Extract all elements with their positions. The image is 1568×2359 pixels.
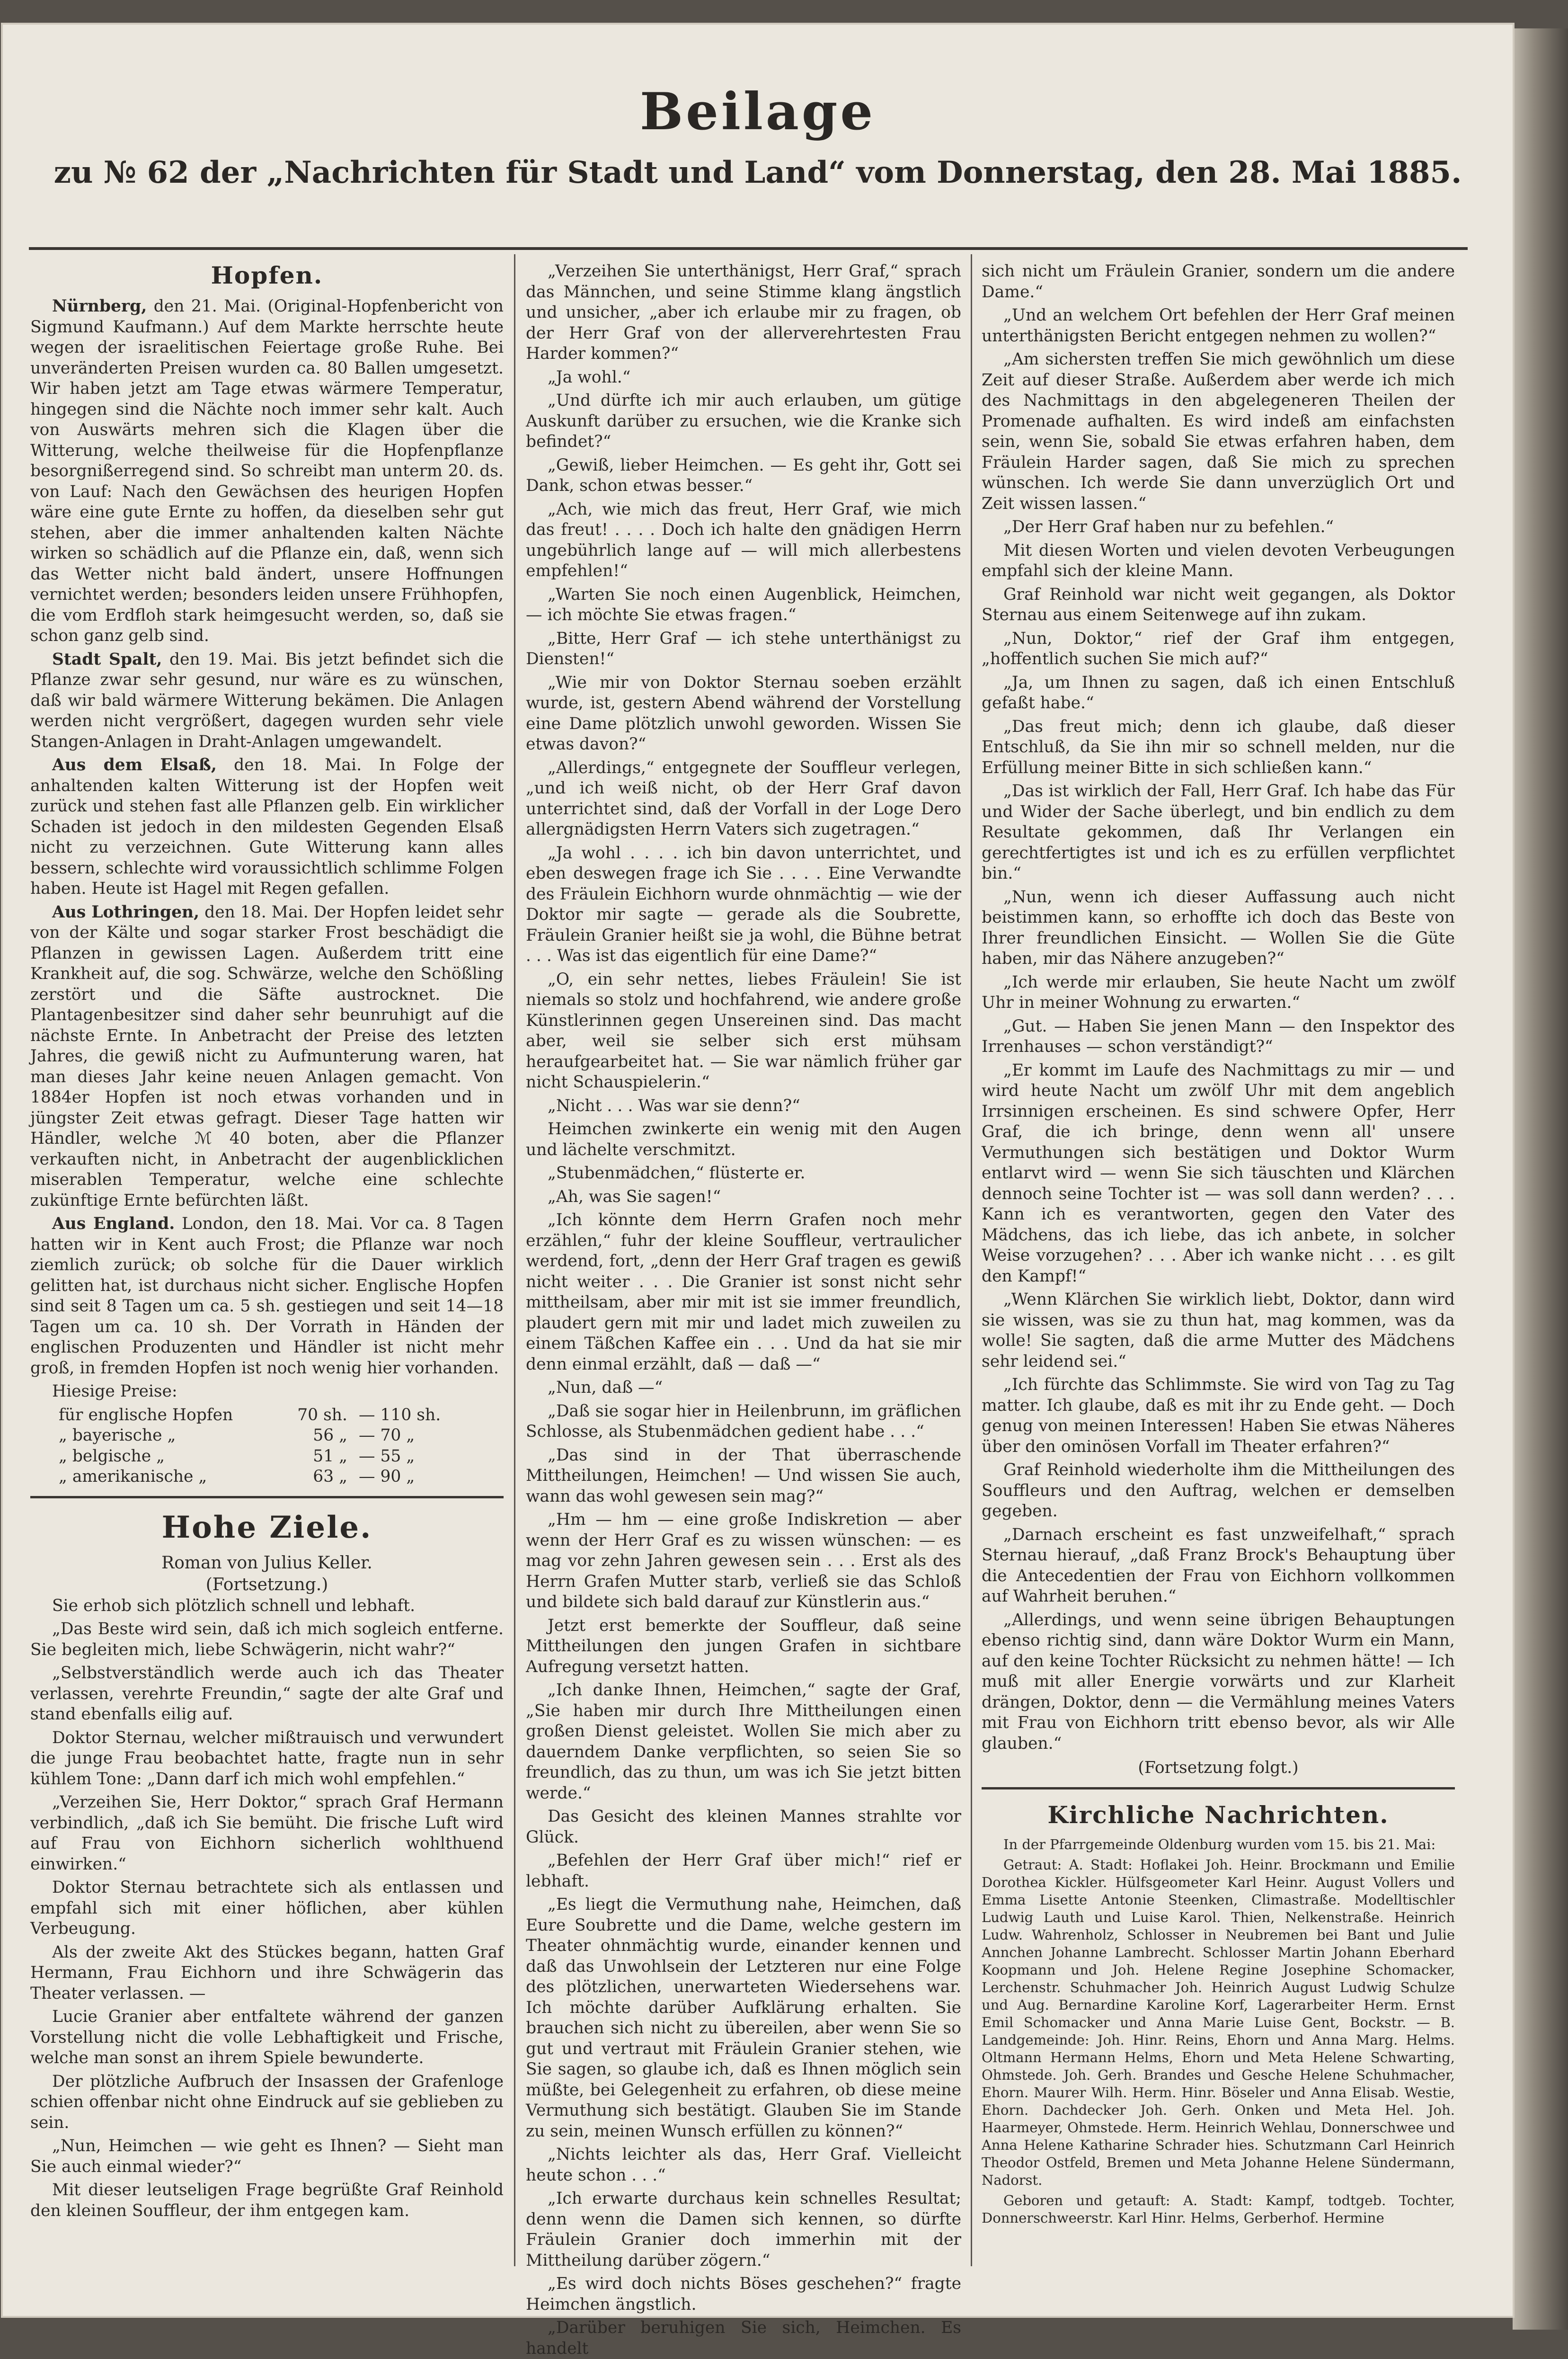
- roman-paragraph: „Der Herr Graf haben nur zu befehlen.“: [1003, 517, 1334, 536]
- roman-paragraph: „Darüber beruhigen Sie sich, Heimchen. Es handelt: [526, 2318, 961, 2358]
- roman-paragraph: „Ja, um Ihnen zu sagen, daß ich einen Entschluß gefaßt habe.“: [982, 673, 1455, 712]
- roman-paragraph: Sie erhob sich plötzlich schnell und lebhaft.: [52, 1596, 416, 1615]
- column-divider-1: [514, 254, 515, 2266]
- price-row: „ amerikanische „ 63 „ — 90 „: [59, 1467, 415, 1486]
- prices-title: Hiesige Preise:: [52, 1382, 177, 1401]
- roman-paragraph: „Verzeihen Sie unterthänigst, Herr Graf,“ sprach das Männchen, und seine Stimme klang ängstlich und unsicher, „aber ich erlaube mir zu fragen, ob der Herr Graf von der allerverehrtesten Frau Harder kommen?“: [526, 262, 961, 363]
- roman-paragraph: Mit diesen Worten und vielen devoten Verbeugungen empfahl sich der kleine Mann.: [982, 541, 1455, 580]
- hopfen-heading: Hopfen.: [211, 261, 323, 289]
- roman-paragraph: Graf Reinhold wiederholte ihm die Mittheilungen des Souffleurs und den Auftrag, welchen er demselben gegeben.: [982, 1460, 1455, 1521]
- price-row: „ belgische „ 51 „ — 55 „: [59, 1446, 415, 1466]
- roman-paragraph: Doktor Sternau, welcher mißtrauisch und verwundert die junge Frau beobachtet hatte, fragte nun in sehr kühlem Tone: „Dann darf ich mich wohl empfehlen.“: [30, 1728, 504, 1789]
- hopfen-paragraph: Aus Lothringen, den 18. Mai. Der Hopfen leidet sehr von der Kälte und sogar starker Frost beschädigt die Pflanzen in gewissen Lagen. Außerdem tritt eine Krankheit auf, die sog. Schwärze, welche den Schößling zerstört und die Säfte austrocknet. Die Plantagenbesitzer sind daher sehr beunruhigt auf die nächste Ernte. In Anbetracht der Preise des letzten Jahres, die gewiß nicht zu Aufmunterung waren, hat man dieses Jahr keine neuen Anlagen gemacht. Von 1884er Hopfen ist noch etwas vorhanden und in jüngster Zeit etwas gefragt. Dieser Tage hatten wir Händler, welche ℳ 40 boten, aber die Pflanzer verkauften nicht, in Anbetracht der augenblicklichen miserablen Temperatur, welche eine schlechte zukünftige Ernte befürchten läßt.: [30, 902, 504, 1210]
- kirchlich-intro: In der Pfarrgemeinde Oldenburg wurden vom 15. bis 21. Mai:: [1003, 1836, 1436, 1852]
- roman-paragraph: „Bitte, Herr Graf — ich stehe unterthänigst zu Diensten!“: [526, 629, 961, 668]
- newspaper-page: [3, 25, 1513, 2358]
- hopfen-paragraph: Nürnberg, den 21. Mai. (Original-Hopfenbericht von Sigmund Kaufmann.) Auf dem Markte herrschte heute wegen der israelitischen Feiertage große Ruhe. Bei unveränderten Preisen wurden ca. 80 Ballen umgesetzt. Wir haben jetzt am Tage etwas wärmere Temperatur, hingegen sind die Nächte noch immer sehr kalt. Auch von Auswärts mehren sich die Klagen über die Witterung, welche theilweise für die Hopfenpflanze besorgnißerregend sind. So schreibt man unterm 20. ds. von Lauf: Nach den Gewächsen des heurigen Hopfen wäre eine gute Ernte zu hoffen, da dieselben sehr gut stehen, aber die immer anhaltenden kalten Nächte wirken so schädlich auf die Pflanze ein, daß, wenn sich das Wetter nicht bald ändert, unsere Hoffnungen vernichtet werden; besonders leiden unsere Frühhopfen, die vom Erdfloh stark heimgesucht werden, so, daß sie schon ganz gelb sind.: [30, 297, 504, 645]
- roman-paragraph: „Ja wohl . . . . ich bin davon unterrichtet, und eben deswegen frage ich Sie . . . . Eine Verwandte des Fräulein Eichhorn wurde ohnmächtig — wie der Doktor mir sagte — gerade als die Soubrette, Fräulein Granier heißt sie ja wohl, die Bühne betrat . . . Was ist das eigentlich für eine Dame?“: [526, 843, 961, 965]
- page-edge: [1513, 28, 1568, 2330]
- roman-paragraph: „Befehlen der Herr Graf über mich!“ rief er lebhaft.: [526, 1851, 961, 1891]
- roman-paragraph: „Nicht . . . Was war sie denn?“: [548, 1096, 800, 1115]
- roman-paragraph: „Das sind in der That überraschende Mittheilungen, Heimchen! — Und wissen Sie auch, wann das wohl gewesen sein mag?“: [526, 1445, 961, 1506]
- masthead-subline: zu № 62 der „Nachrichten für Stadt und Land“ vom Donnerstag, den 28. Mai 1885.: [53, 155, 1462, 190]
- roman-paragraph: „Ich danke Ihnen, Heimchen,“ sagte der Graf, „Sie haben mir durch Ihre Mittheilungen einen großen Dienst geleistet. Wollen Sie mich aber zu dauerndem Danke verpflichten, so seien Sie so freundlich, das zu thun, um was ich Sie jetzt bitten werde.“: [526, 1681, 961, 1803]
- masthead-title: Beilage: [639, 82, 876, 142]
- roman-paragraph: „Allerdings, und wenn seine übrigen Behauptungen ebenso richtig sind, dann wäre Doktor Wurm ein Mann, auf den keine Tochter Rücksicht zu nehmen hätte! — Ich muß mit aller Energie vorwärts und zur Klarheit drängen, Doktor, denn — die Vermählung meines Vaters mit Frau von Eichhorn tritt ebenso bevor, als wir Alle glauben.“: [982, 1610, 1455, 1753]
- roman-paragraph: „Gut. — Haben Sie jenen Mann — den Inspektor des Irrenhauses — schon verständigt?“: [982, 1016, 1455, 1056]
- kirchlich-getraut: Getraut: A. Stadt: Hoflakei Joh. Heinr. Brockmann und Emilie Dorothea Kickler. Hülfsgeometer Karl Heinr. August Vollers und Emma Lisette Antonie Steenken, Climastraße. Modelltischler Ludwig Lauth und Luise Karol. Thien, Nelkenstraße. Heinrich Ludw. Wahrenholz, Schlosser in Neubremen bei Bant und Julie Annchen Johanne Lambrecht. Schlosser Martin Johann Eberhard Koopmann und Joh. Helene Regine Josephine Schomacker, Lerchenstr. Schuhmacher Joh. Heinrich August Ludwig Schulze und Aug. Bernardine Karoline Korf, Lagerarbeiter Herm. Ernst Emil Schomacker und Anna Marie Luise Gent, Bockstr. — B. Landgemeinde: Joh. Hinr. Reins, Ehorn und Anna Marg. Helms. Oltmann Hermann Helms, Ehorn und Meta Helene Schwarting, Ohmstede. Joh. Gerh. Brandes und Gesche Helene Schuhmacher, Ehorn. Maurer Wilh. Herm. Hinr. Böseler und Anna Elisab. Westie, Ehorn. Dachdecker Joh. Gerh. Onken und Meta Hel. Joh. Haarmeyer, Ohmstede. Herm. Heinrich Wehlau, Donnerschwee und Anna Helene Katharine Schrader hies. Schutzmann Carl Heinrich Theodor Ostfeld, Bremen und Meta Johanne Helene Sündermann, Nadorst.: [982, 1856, 1455, 2188]
- roman-paragraph: „O, ein sehr nettes, liebes Fräulein! Sie ist niemals so stolz und hochfahrend, wie andere große Künstlerinnen gegen Unsereinen sind. Das macht aber, weil sie selber sich erst mühsam heraufgearbeitet hat. — Sie war nämlich früher gar nicht Schauspielerin.“: [526, 970, 961, 1092]
- roman-title: Hohe Ziele.: [161, 1509, 372, 1545]
- section-rule: [982, 1787, 1455, 1789]
- roman-paragraph: „Nun, wenn ich dieser Auffassung auch nicht beistimmen kann, so erhoffte ich doch das Beste von Ihrer freundlichen Einsicht. — Wollen Sie die Güte haben, mir das Nähere anzugeben?“: [982, 887, 1455, 968]
- roman-paragraph: „Allerdings,“ entgegnete der Souffleur verlegen, „und ich weiß nicht, ob der Herr Graf davon unterrichtet sind, daß der Vorfall in der Loge Dero allergnädigsten Herrn Vaters sich zugetragen.“: [526, 758, 961, 839]
- column-2: [526, 261, 961, 2358]
- roman-paragraph: „Ja wohl.“: [548, 367, 631, 387]
- column-1: [30, 261, 504, 2292]
- roman-paragraph: „Wie mir von Doktor Sternau soeben erzählt wurde, ist, gestern Abend während der Vorstellung eine Dame plötzlich unwohl geworden. Wissen Sie etwas davon?“: [526, 673, 961, 754]
- roman-paragraph: „Er kommt im Laufe des Nachmittags zu mir — und wird heute Nacht um zwölf Uhr mit dem angeblich Irrsinnigen erscheinen. Es sind schwere Opfer, Herr Graf, die ich bringe, denn wenn all' unsere Vermuthungen sich bestätigen und Doktor Wurm entlarvt wird — wenn Sie sich täuschten und Klärchen dennoch seine Tochter ist — was soll dann werden? . . . Kann ich es verantworten, gegen den Vater des Mädchens, das ich liebe, das ich anbete, in solcher Weise vorzugehen? . . . Aber ich wanke nicht . . . es gilt den Kampf!“: [982, 1060, 1455, 1286]
- roman-text-col3: [982, 261, 1455, 1754]
- roman-paragraph: „Nun, Heimchen — wie geht es Ihnen? — Sieht man Sie auch einmal wieder?“: [30, 2136, 504, 2176]
- roman-paragraph: „Ich werde mir erlauben, Sie heute Nacht um zwölf Uhr in meiner Wohnung zu erwarten.“: [982, 972, 1455, 1012]
- roman-paragraph: „Ich könnte dem Herrn Grafen noch mehr erzählen,“ fuhr der kleine Souffleur, vertraulicher werdend, fort, „denn der Herr Graf tragen es gewiß nicht weiter . . . Die Granier ist sonst nicht sehr mittheilsam, aber mir mit ist sie immer freundlich, plaudert gern mit mir und ladet mich zuweilen zu einem Täßchen Kaffee ein . . . Und da hat sie mir denn einmal erzählt, daß — daß —“: [526, 1211, 961, 1374]
- roman-paragraph: „Daß sie sogar hier in Heilenbrunn, im gräflichen Schlosse, als Stubenmädchen gedient habe . . .“: [526, 1401, 961, 1441]
- roman-paragraph: „Gewiß, lieber Heimchen. — Es geht ihr, Gott sei Dank, schon etwas besser.“: [526, 455, 961, 495]
- roman-paragraph: „Darnach erscheint es fast unzweifelhaft,“ sprach Sternau hierauf, „daß Franz Brock's Behauptung über die Antecedentien der Frau von Eichhorn vollkommen auf Wahrheit beruhen.“: [982, 1525, 1455, 1606]
- masthead: [3, 82, 1513, 190]
- roman-paragraph: „Das ist wirklich der Fall, Herr Graf. Ich habe das Für und Wider der Sache überlegt, und bin endlich zu dem Resultate gekommen, daß Ihr Verlangen ein gerechtfertigtes ist und ich es zu erfüllen verpflichtet bin.“: [982, 782, 1455, 883]
- roman-paragraph: „Und dürfte ich mir auch erlauben, um gütige Auskunft darüber zu ersuchen, wie die Kranke sich befindet?“: [526, 391, 961, 451]
- kirchlich-heading: Kirchliche Nachrichten.: [1047, 1800, 1389, 1829]
- roman-paragraph: „Nun, Doktor,“ rief der Graf ihm entgegen, „hoffentlich suchen Sie mich auf?“: [982, 629, 1455, 668]
- roman-paragraph: „Hm — hm — eine große Indiskretion — aber wenn der Herr Graf es zu wissen wünschen: — es mag vor zehn Jahren gewesen sein . . . Erst als des Herrn Grafen Mutter starb, verließ sie das Schloß und bildete sich bald darauf zur Künstlerin aus.“: [526, 1510, 961, 1611]
- roman-paragraph: Graf Reinhold war nicht weit gegangen, als Doktor Sternau aus einem Seitenwege auf ihn zukam.: [982, 585, 1455, 624]
- hopfen-paragraph: Aus England. London, den 18. Mai. Vor ca. 8 Tagen hatten wir in Kent auch Frost; die Pflanze war noch ziemlich zurück; ob solche für die Dauer wirklich gelitten hat, ist durchaus nicht sicher. Englische Hopfen sind seit 8 Tagen um ca. 5 sh. gestiegen und seit 14—18 Tagen um ca. 10 sh. Der Vorrath in Händen der englischen Produzenten und Händler ist nicht mehr groß, in fremden Hopfen ist noch wenig hier vorhanden.: [30, 1214, 504, 1378]
- column-3: [982, 261, 1455, 2292]
- masthead-rule: [29, 247, 1468, 250]
- roman-paragraph: „Verzeihen Sie, Herr Doktor,“ sprach Graf Hermann verbindlich, „daß ich Sie bemüht. Die frische Luft wird auf Frau von Eichhorn sicherlich wohlthuend einwirken.“: [30, 1793, 504, 1874]
- roman-paragraph: Jetzt erst bemerkte der Souffleur, daß seine Mittheilungen den jungen Grafen in sichtbare Aufregung versetzt hatten.: [526, 1616, 961, 1676]
- roman-paragraph: „Stubenmädchen,“ flüsterte er.: [548, 1164, 806, 1183]
- roman-paragraph: sich nicht um Fräulein Granier, sondern um die andere Dame.“: [982, 262, 1455, 302]
- price-row: „ bayerische „ 56 „ — 70 „: [59, 1426, 415, 1445]
- roman-paragraph: Der plötzliche Aufbruch der Insassen der Grafenloge schien offenbar nicht ohne Eindruck auf sie geblieben zu sein.: [30, 2072, 504, 2132]
- roman-paragraph: „Das freut mich; denn ich glaube, daß dieser Entschluß, da Sie ihn mir so schnell melden, nur die Erfüllung meiner Bitte in sich schließen kann.“: [982, 717, 1455, 777]
- roman-byline: Roman von Julius Keller.: [161, 1553, 372, 1573]
- roman-paragraph: „Ah, was Sie sagen!“: [548, 1187, 721, 1206]
- price-table: [30, 1405, 504, 1487]
- hopfen-paragraph: Aus dem Elsaß, den 18. Mai. In Folge der anhaltenden kalten Witterung ist der Hopfen weit zurück und stehen fast alle Pflanzen gelb. Ein wirklicher Schaden ist jedoch in den mildesten Gegenden Elsaß nicht zu verzeichnen. Gute Witterung kann alles bessern, schlechte wird voraussichtlich schlimme Folgen haben. Heute ist Hagel mit Regen gefallen.: [30, 756, 504, 898]
- roman-paragraph: „Das Beste wird sein, daß ich mich sogleich entferne. Sie begleiten mich, liebe Schwägerin, nicht wahr?“: [30, 1620, 504, 1659]
- roman-paragraph: „Am sichersten treffen Sie mich gewöhnlich um diese Zeit auf dieser Straße. Außerdem aber werde ich mich des Nachmittags in den abgelegeneren Theilen der Promenade aufhalten. Es wird indeß am einfachsten sein, wenn Sie, sobald Sie etwas erfahren haben, dem Fräulein Harder sagen, daß Sie mich zu sprechen wünschen. Ich werde Sie dann unverzüglich Ort und Zeit wissen lassen.“: [982, 350, 1455, 513]
- hopfen-paragraph: Stadt Spalt, den 19. Mai. Bis jetzt befindet sich die Pflanze zwar sehr gesund, nur wäre es zu wünschen, daß wir bald wärmere Witterung bekämen. Die Anlagen werden nicht vergrößert, dagegen wurden sehr viele Stangen-Anlagen in Draht-Anlagen umgewandelt.: [30, 650, 504, 751]
- roman-text-col2: [526, 261, 961, 2359]
- roman-paragraph: Mit dieser leutseligen Frage begrüßte Graf Reinhold den kleinen Souffleur, der ihm entgegen kam.: [30, 2181, 504, 2220]
- roman-note: (Fortsetzung.): [205, 1575, 328, 1594]
- price-row: für englische Hopfen 70 sh. — 110 sh.: [59, 1405, 441, 1424]
- roman-paragraph: „Warten Sie noch einen Augenblick, Heimchen, — ich möchte Sie etwas fragen.“: [526, 585, 961, 624]
- roman-paragraph: Heimchen zwinkerte ein wenig mit den Augen und lächelte verschmitzt.: [526, 1120, 961, 1159]
- roman-paragraph: Lucie Granier aber entfaltete während der ganzen Vorstellung nicht die volle Lebhaftigkeit und Frische, welche man sonst an ihrem Spiele bewunderte.: [30, 2007, 504, 2067]
- roman-paragraph: „Ich erwarte durchaus kein schnelles Resultat; denn wenn die Damen sich kennen, so dürfte Fräulein Granier doch immerhin mit der Mittheilung darüber zögern.“: [526, 2189, 961, 2270]
- kirchlich-body: [982, 1836, 1455, 2227]
- roman-text-col1: [30, 1596, 504, 2222]
- roman-paragraph: Das Gesicht des kleinen Mannes strahlte vor Glück.: [526, 1807, 961, 1847]
- roman-paragraph: Als der zweite Akt des Stückes begann, hatten Graf Hermann, Frau Eichhorn und ihre Schwägerin das Theater verlassen. —: [30, 1942, 504, 2003]
- roman-paragraph: „Es liegt die Vermuthung nahe, Heimchen, daß Eure Soubrette und die Dame, welche gestern im Theater ohnmächtig wurde, einander kennen und daß das Unwohlsein der Letzteren nur eine Folge des plötzlichen, unerwarteten Wiedersehens war. Ich möchte darüber Aufklärung erhalten. Sie brauchen sich nicht zu übereilen, aber wenn Sie so gut und vertraut mit Fräulein Granier stehen, wie Sie sagen, so glaube ich, daß es Ihnen möglich sein müßte, bei Gelegenheit zu erfahren, ob diese meine Vermuthung sich bestätigt. Glauben Sie im Stande zu sein, meinen Wunsch erfüllen zu können?“: [526, 1895, 961, 2141]
- roman-paragraph: „Selbstverständlich werde auch ich das Theater verlassen, verehrte Freundin,“ sagte der alte Graf und stand ebenfalls eilig auf.: [30, 1664, 504, 1724]
- roman-paragraph: „Ach, wie mich das freut, Herr Graf, wie mich das freut! . . . . Doch ich halte den gnädigen Herrn ungebührlich lange auf — will mich allerbestens empfehlen!“: [526, 499, 961, 580]
- roman-paragraph: „Nun, daß —“: [548, 1378, 663, 1397]
- roman-paragraph: „Wenn Klärchen Sie wirklich liebt, Doktor, dann wird sie wissen, was sie zu thun hat, mag kommen, was da wolle! Sie sagten, daß die arme Mutter des Mädchens sehr leidend sei.“: [982, 1290, 1455, 1371]
- roman-paragraph: „Ich fürchte das Schlimmste. Sie wird von Tag zu Tag matter. Ich glaube, daß es mit ihr zu Ende geht. — Doch genug von meinen Interessen! Haben Sie etwas Näheres über den ominösen Vorfall im Theater erfahren?“: [982, 1375, 1455, 1456]
- roman-paragraph: Doktor Sternau betrachtete sich als entlassen und empfahl sich mit einer höflichen, aber kühlen Verbeugung.: [30, 1878, 504, 1938]
- column-divider-2: [971, 254, 972, 2266]
- roman-paragraph: „Es wird doch nichts Böses geschehen?“ fragte Heimchen ängstlich.: [526, 2274, 961, 2314]
- roman-paragraph: „Nichts leichter als das, Herr Graf. Vielleicht heute schon . . .“: [526, 2145, 961, 2185]
- roman-paragraph: „Und an welchem Ort befehlen der Herr Graf meinen unterthänigsten Bericht entgegen nehmen zu wollen?“: [982, 306, 1455, 346]
- roman-end-note: (Fortsetzung folgt.): [1138, 1758, 1299, 1777]
- kirchlich-geboren: Geboren und getauft: A. Stadt: Kampf, todtgeb. Tochter, Donnerschweerstr. Karl Hinr. Helms, Gerberhof. Hermine: [982, 2192, 1455, 2226]
- section-rule: [30, 1496, 504, 1498]
